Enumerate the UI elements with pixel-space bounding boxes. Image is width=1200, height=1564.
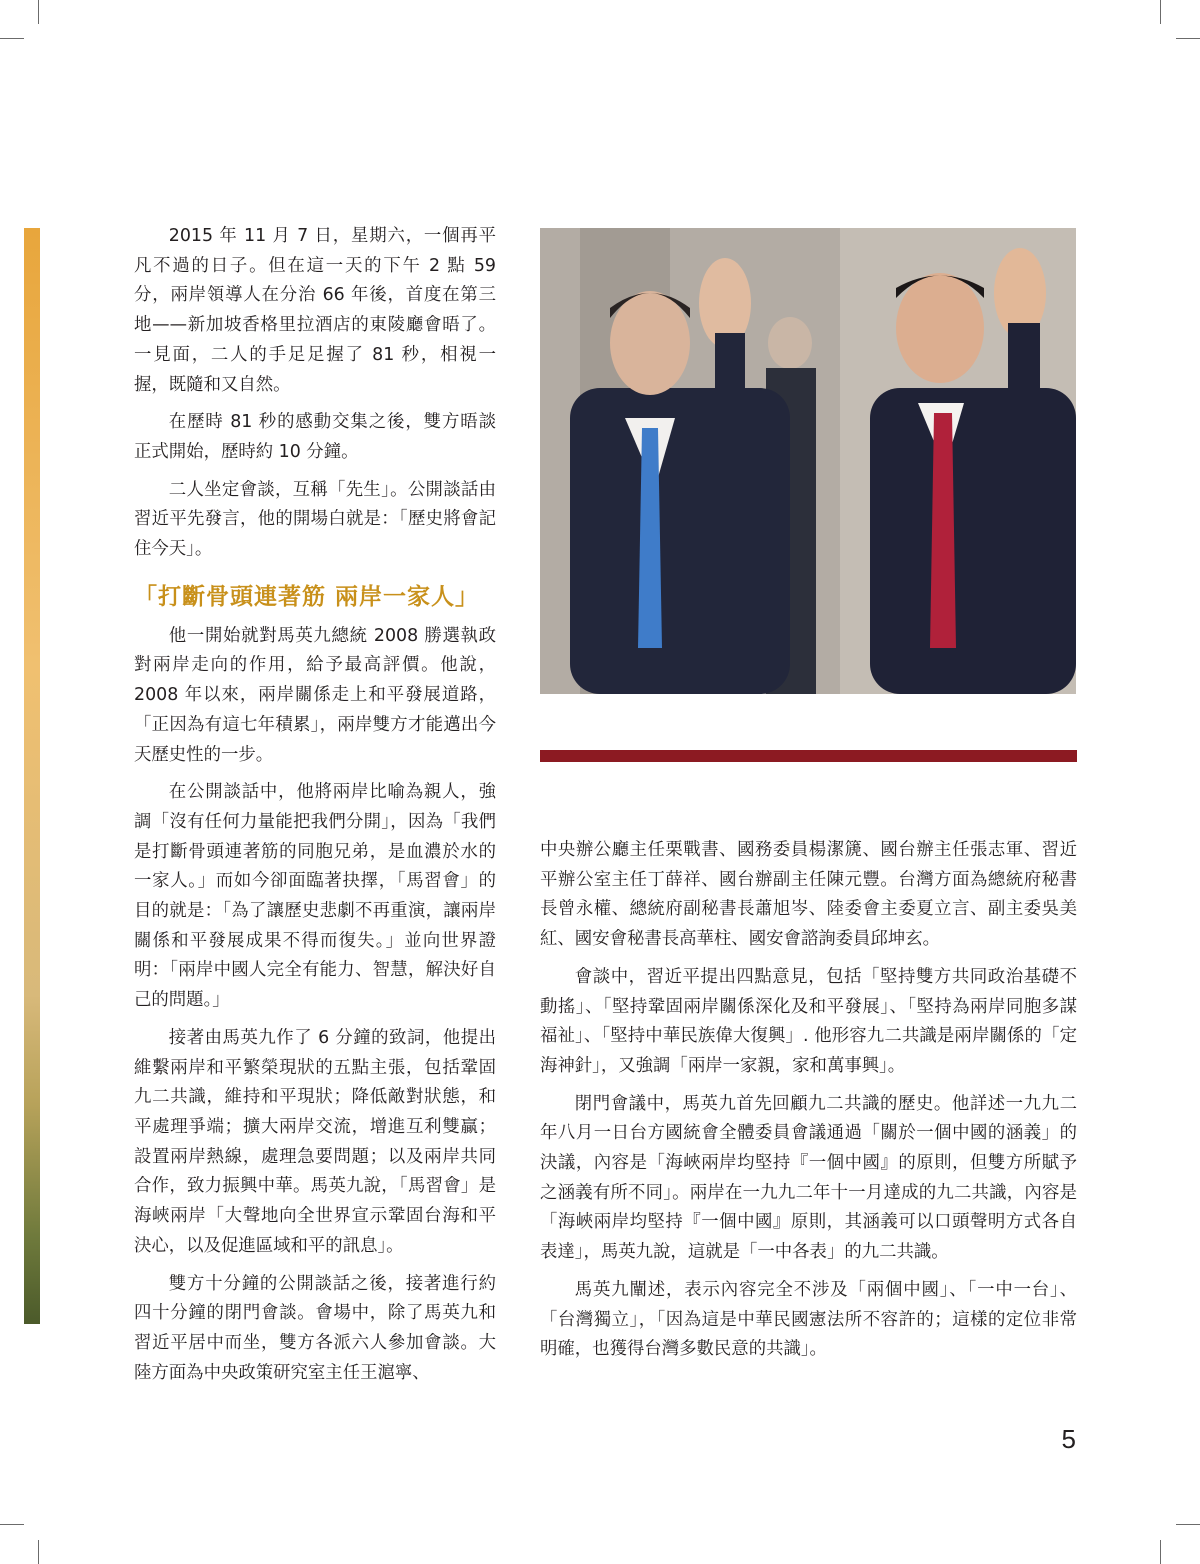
main-paragraph-4: 雙方十分鐘的公開談話之後，接著進行約四十分鐘的閉門會談。會場中，除了馬英九和習近平居中而坐，雙方各派六人參加會談。大陸方面為中央政策研究室主任王滬寧、 bbox=[134, 1273, 496, 1383]
page-number: 5 bbox=[1061, 1424, 1076, 1454]
main-paragraph-1: 他一開始就對馬英九總統 2008 勝選執政對兩岸走向的作用，給予最高評價。他說，2008 年以來，兩岸關係走上和平發展道路，「正因為有這七年積累」，兩岸雙方才能邁出今天歷史性的一步。 bbox=[134, 625, 496, 765]
crop-mark bbox=[1160, 0, 1161, 24]
right-paragraph-2: 會談中，習近平提出四點意見，包括「堅持雙方共同政治基礎不動搖」、「堅持鞏固兩岸關係深化及和平發展」、「堅持為兩岸同胞多謀福祉」、「堅持中華民族偉大復興」. 他形容九二共識是兩岸關係的「定海神針」，又強調「兩岸一家親，家和萬事興」。 bbox=[540, 966, 1077, 1076]
right-column bbox=[540, 836, 1077, 1365]
decorative-side-strip bbox=[24, 228, 40, 1324]
crop-mark bbox=[1176, 38, 1200, 39]
crop-mark bbox=[38, 1540, 39, 1564]
crop-mark bbox=[0, 1524, 24, 1525]
crop-mark bbox=[0, 38, 24, 39]
crop-mark bbox=[1176, 1524, 1200, 1525]
main-paragraph-3: 接著由馬英九作了 6 分鐘的致詞，他提出維繫兩岸和平繁榮現狀的五點主張，包括鞏固九二共識，維持和平現狀；降低敵對狀態，和平處理爭端；擴大兩岸交流，增進互利雙贏；設置兩岸熱線，處理急要問題；以及兩岸共同合作，致力振興中華。馬英九說，「馬習會」是海峽兩岸「大聲地向全世界宣示鞏固台海和平決心，以及促進區域和平的訊息」。 bbox=[134, 1027, 496, 1256]
crop-mark bbox=[38, 0, 39, 24]
right-paragraph-1: 中央辦公廳主任栗戰書、國務委員楊潔篪、國台辦主任張志軍、習近平辦公室主任丁薛祥、國台辦副主任陳元豐。台灣方面為總統府秘書長曾永權、總統府副秘書長蕭旭岑、陸委會主委夏立言、副主委吳美紅、國安會秘書長高華柱、國安會諮詢委員邱坤玄。 bbox=[540, 840, 1077, 950]
right-paragraph-3: 閉門會議中，馬英九首先回顧九二共識的歷史。他詳述一九九二年八月一日台方國統會全體委員會議通過「關於一個中國的涵義」的決議，內容是「海峽兩岸均堅持『一個中國』的原則，但雙方所賦予之涵義有所不同」。兩岸在一九九二年十一月達成的九二共識，內容是「海峽兩岸均堅持『一個中國』原則，其涵義可以口頭聲明方式各自表達」，馬英九說，這就是「一中各表」的九二共識。 bbox=[540, 1093, 1077, 1263]
accent-bar bbox=[540, 750, 1077, 762]
main-paragraph-2: 在公開談話中，他將兩岸比喻為親人，強調「沒有任何力量能把我們分開」，因為「我們是打斷骨頭連著筋的同胞兄弟，是血濃於水的一家人。」而如今卻面臨著抉擇，「馬習會」的目的就是：「為了讓歷史悲劇不再重演，讓兩岸關係和平發展成果不得而復失。」並向世界證明：「兩岸中國人完全有能力、智慧，解決好自己的問題。」 bbox=[134, 782, 496, 1011]
right-paragraph-4: 馬英九闡述，表示內容完全不涉及「兩個中國」、「一中一台」、「台灣獨立」，「因為這是中華民國憲法所不容許的；這樣的定位非常明確，也獲得台灣多數民意的共識」。 bbox=[540, 1279, 1077, 1360]
section-heading: 「打斷骨頭連著筋 兩岸一家人」 bbox=[134, 583, 480, 610]
intro-paragraph-2: 在歷時 81 秒的感動交集之後，雙方晤談正式開始，歷時約 10 分鐘。 bbox=[134, 412, 496, 462]
photo-two-leaders-waving bbox=[540, 228, 1076, 694]
intro-paragraph-1: 2015 年 11 月 7 日，星期六，一個再平凡不過的日子。但在這一天的下午 2 點 59 分，兩岸領導人在分治 66 年後，首度在第三地——新加坡香格里拉酒店的東陵廳會晤了。一見面，二人的手足足握了 81 秒，相視一握，既隨和又自然。 bbox=[134, 226, 496, 395]
crop-mark bbox=[1160, 1540, 1161, 1564]
photo-illustration bbox=[540, 228, 1076, 694]
intro-paragraph-3: 二人坐定會談，互稱「先生」。公開談話由習近平先發言，他的開場白就是：「歷史將會記住今天」。 bbox=[134, 479, 496, 560]
left-column bbox=[134, 222, 496, 1388]
